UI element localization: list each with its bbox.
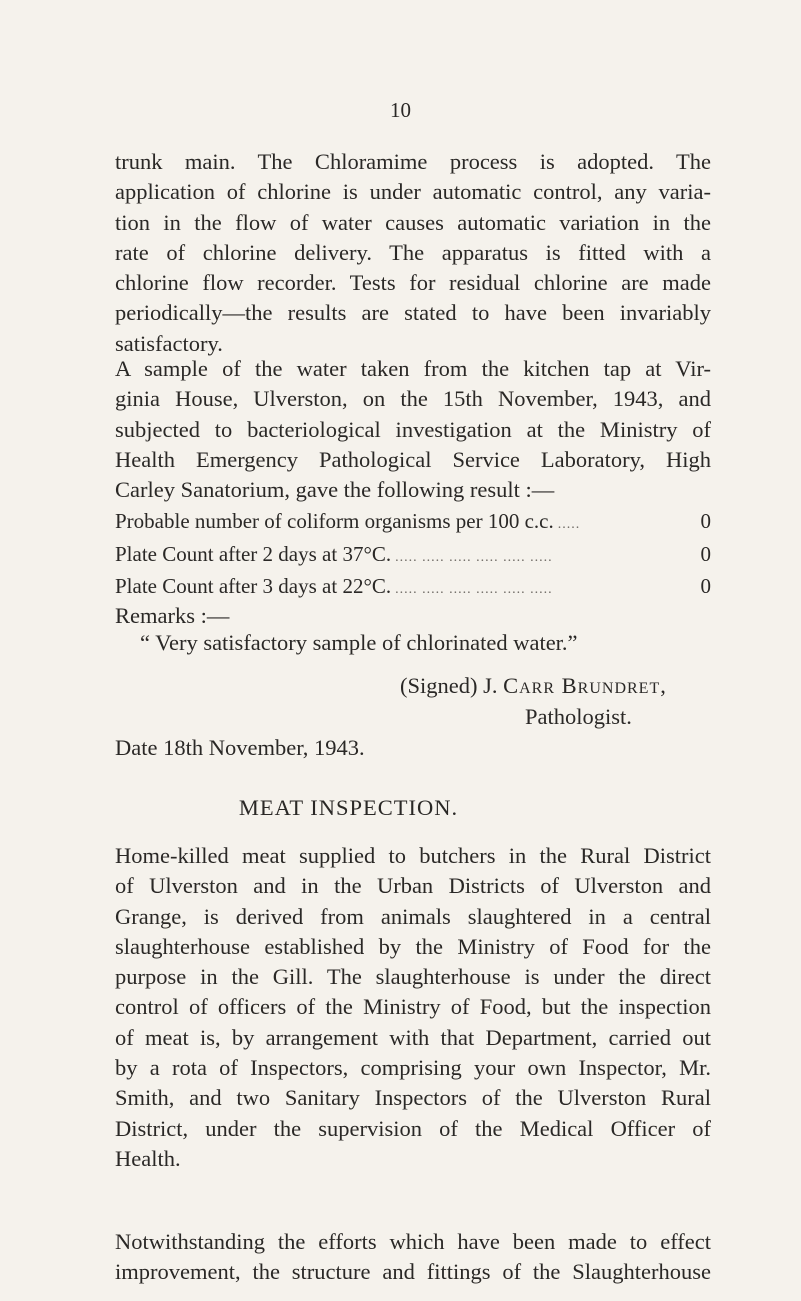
text-line: trunk main. The Chloramime process is adopted. The: [115, 149, 711, 174]
result-label: Probable number of coliform organisms per 100 c.c.: [115, 509, 554, 533]
heading-text: MEAT INSPECTION.: [238, 795, 459, 820]
text-line: A sample of the water taken from the kitchen tap at Vir-: [115, 356, 711, 381]
text-line: by a rota of Inspectors, comprising your own Inspector, Mr.: [115, 1055, 711, 1081]
text-line: chlorine flow recorder. Tests for residual chlorine are made: [115, 270, 711, 296]
text-line: of Ulverston and in the Urban Districts of Ulverston and: [115, 873, 711, 899]
result-value: 0: [700, 574, 711, 598]
text-line: Smith, and two Sanitary Inspectors of the Ulverston Rural: [115, 1085, 711, 1111]
result-row: [115, 572, 711, 605]
leader-dots: .....: [557, 517, 581, 532]
result-row: [115, 540, 711, 573]
section-heading: [0, 795, 801, 821]
signatory-name: Carr Brundret,: [503, 673, 667, 698]
page-number: 10: [390, 98, 411, 122]
signed-prefix: (Signed) J.: [400, 673, 504, 698]
text-line: application of chlorine is under automatic control, any varia-: [115, 179, 711, 205]
paragraph-meat-inspection: [115, 841, 711, 1174]
date-line: Date 18th November, 1943.: [115, 735, 365, 760]
text-line: Notwithstanding the efforts which have been made to effect: [115, 1229, 711, 1254]
text-line: Carley Sanatorium, gave the following result :—: [115, 477, 555, 503]
text-line: Home-killed meat supplied to butchers in the Rural District: [115, 843, 711, 868]
text-line: District, under the supervision of the Medical Officer of: [115, 1115, 711, 1141]
result-label: Plate Count after 3 days at 22°C.: [115, 574, 392, 598]
results-list: [115, 507, 711, 605]
signature-line: [400, 673, 667, 699]
text-line: improvement, the structure and fittings of the Slaughterhouse: [115, 1259, 711, 1285]
paragraph-water-treatment: [115, 147, 711, 359]
result-row: [115, 507, 711, 540]
paragraph-slaughterhouse: [115, 1227, 711, 1288]
text-line: ginia House, Ulverston, on the 15th November, 1943, and: [115, 386, 711, 412]
text-line: of meat is, by arrangement with that Department, carried out: [115, 1024, 711, 1050]
text-line: rate of chlorine delivery. The apparatus is fitted with a: [115, 239, 711, 265]
paragraph-water-sample: [115, 354, 711, 505]
leader-dots: ..... ..... ..... ..... ..... .....: [395, 549, 553, 565]
text-line: satisfactory.: [115, 330, 223, 356]
text-line: purpose in the Gill. The slaughterhouse is under the direct: [115, 964, 711, 990]
text-line: control of officers of the Ministry of Food, but the inspection: [115, 994, 711, 1020]
signatory-role: Pathologist.: [525, 704, 632, 729]
result-label: Plate Count after 2 days at 37°C.: [115, 541, 392, 566]
text-line: Health.: [115, 1145, 181, 1171]
text-line: Grange, is derived from animals slaughtered in a central: [115, 903, 711, 929]
remarks-quote: “ Very satisfactory sample of chlorinated water.”: [140, 630, 578, 655]
result-value: 0: [700, 509, 711, 533]
text-line: tion in the flow of water causes automatic variation in the: [115, 209, 711, 235]
remarks-label: Remarks :—: [115, 603, 230, 628]
text-line: Health Emergency Pathological Service Laboratory, High: [115, 446, 711, 472]
text-line: periodically—the results are stated to have been invariably: [115, 300, 711, 326]
result-value: 0: [700, 541, 711, 566]
text-line: slaughterhouse established by the Ministry of Food for the: [115, 933, 711, 959]
leader-dots: ..... ..... ..... ..... ..... .....: [395, 582, 553, 597]
text-line: subjected to bacteriological investigation at the Ministry of: [115, 416, 711, 442]
